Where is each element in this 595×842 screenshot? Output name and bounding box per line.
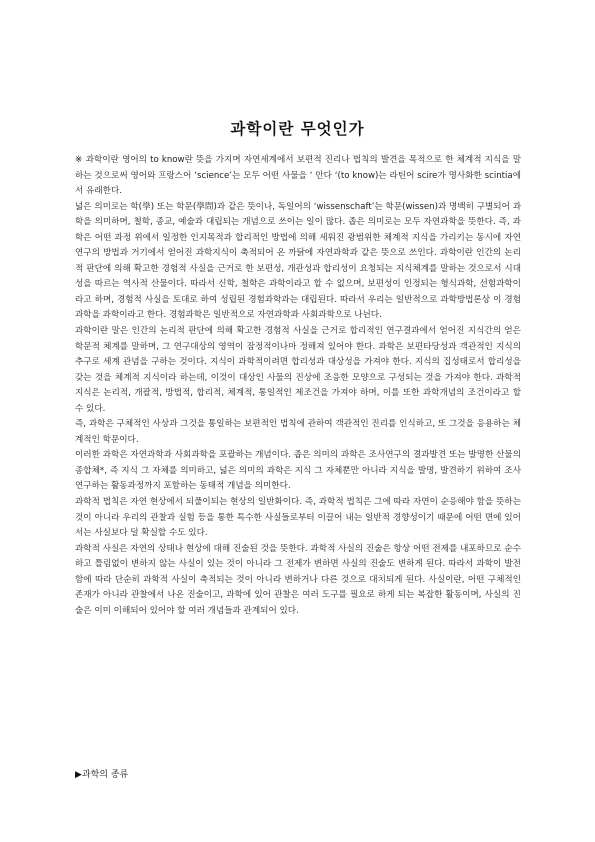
paragraph-etymology: ※ 과학이란 영어의 to know란 뜻을 가지며 자연세계에서 보편적 진리나 법칙의 발견을 목적으로 한 체계적 지식을 말하는 것으로써 영어와 프랑스어 ‘science’는 모두 어떤 사물을 ‘ 안다 ‘(to know)는 라틴어 scire가 명사화한 scintia에서 유래한다. bbox=[75, 155, 521, 197]
paragraph-summary: 즉, 과학은 구체적인 사상과 그것을 통일하는 보편적인 법칙에 관하여 객관적인 진리를 인식하고, 또 그것을 응용하는 체계적인 학문이다. bbox=[75, 419, 521, 445]
paragraph-scope: 이러한 과학은 자연과학과 사회과학을 포괄하는 개념이다. 좁은 의미의 과학은 조사연구의 결과발견 또는 발명한 산물의 종합체*, 즉 지식 그 자체를 의미하고, 넓은 의미의 과학은 지식 그 자체뿐만 아니라 지식을 발명, 발견하기 위하여 조사 연구하는 활동과정까지 포함하는 동태적 개념을 의미한다. bbox=[75, 450, 521, 492]
paragraph-scientific-fact: 과학적 사실은 자연의 상태나 현상에 대해 진술된 것을 뜻한다. 과학적 사실의 진술은 항상 어떤 전제를 내포하므로 순수하고 틀림없이 변하지 않는 사실이 있는 것이 아니라 그 전제가 변하면 사실의 진술도 변하게 된다. 따라서 과학이 발전함에 따라 단순히 과학적 사실이 축적되는 것이 아니라 변하거나 다른 것으로 대치되게 된다. 사실이란, 어떤 구체적인 존재가 아니라 관찰에서 나온 진술이고, 과학에 있어 관찰은 여러 도구를 필요로 하게 되는 복잡한 활동이며, 사실의 진술은 이미 이해되어 있어야 할 여러 개념들과 관계되어 있다. bbox=[75, 543, 521, 616]
page-title: 과학이란 무엇인가 bbox=[230, 119, 365, 138]
paragraph-scientific-law: 과학적 법칙은 자연 현상에서 되풀이되는 현상의 일반화이다. 즉, 과학적 법칙은 그에 따라 자연이 순응해야 함을 뜻하는 것이 아니라 우리의 관찰과 실험 등을 통한 특수한 사실들로부터 이끌어 내는 일반적 경향성이기 때문에 어떤 면에 있어서는 사실보다 덜 확실할 수도 있다. bbox=[75, 497, 521, 539]
paragraph-broad-meaning: 넓은 의미로는 학(學) 또는 학문(學問)과 같은 뜻이나, 독일어의 ‘wissenschaft’는 학문(wissen)과 명백히 구별되어 과학을 의미하며, 철학, 종교, 예술과 대립되는 개념으로 쓰이는 일이 많다. 좁은 의미로는 모두 자연과학을 뜻한다. 즉, 과학은 어떤 과정 위에서 일정한 인지목적과 합리적인 방법에 의해 세워진 광범위한 체계적 지식을 가리키는 동시에 자연연구의 방법과 거기에서 얻어진 과학지식이 축적되어 온 까닭에 자연과학과 같은 뜻으로 쓰인다. 과학이란 인간의 논리적 판단에 의해 확고한 경험적 사실을 근거로 한 보편성, 개관성과 합리성이 요청되는 지식체계를 말하는 것으로서 시대성을 따르는 역사적 산물이다. 따라서 신학, 철학은 과학이라고 할 수 없으며, 보편성이 인정되는 형식과학, 선험과학이라고 하며, 경험적 사실을 토대로 하여 성립된 경험과학과는 대립된다. 따라서 우리는 일반적으로 과학방법론상 이 경험과학을 과학이라고 한다. 경험과학은 일반적으로 자연과학과 사회과학으로 나뉜다. bbox=[75, 201, 521, 321]
section-heading: ▶과학의 종류 bbox=[75, 770, 129, 780]
paragraph-definition: 과학이란 말은 인간의 논리적 판단에 의해 확고한 경험적 사실을 근거로 합리적인 연구결과에서 얻어진 지식간의 얻은 학문적 체계를 말하며, 그 연구대상의 영역이 잠정적이나마 정해져 있어야 한다. 과학은 보편타당성과 객관적인 지식의 추구로 세계 관념을 구하는 것이다. 지식이 과학적이려면 합리성과 대상성을 가져야 한다. 지식의 집성태로서 합리성을 갖는 것을 체계적 지식이라 하는데, 이것이 대상인 사물의 진상에 조응한 모양으로 구성되는 것을 가져야 한다. 과학적 지식은 논리적, 개괄적, 방법적, 합리적, 체계적, 통일적인 제조건을 가져야 하며, 이를 또한 과학개념의 조건이라고 할 수 있다. bbox=[75, 326, 521, 414]
body-text bbox=[75, 153, 521, 619]
